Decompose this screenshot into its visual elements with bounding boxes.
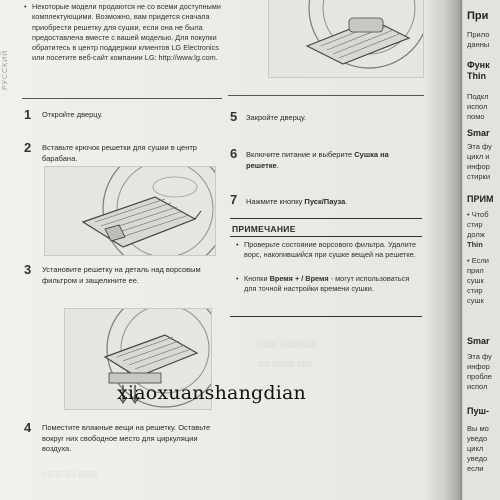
step-text-plain: Нажмите кнопку [246,197,305,206]
step-text: Поместите влажные вещи на решетку. Оставьте вокруг них свободное место для циркуляции воздуха. [42,423,211,453]
note-rule-top [230,218,422,219]
right-line: • Если [467,256,489,265]
note-item-text-bold: Время + / Время [269,274,329,283]
right-line: цикл [467,444,484,453]
right-line: Подкл [467,92,489,101]
watermark-text: xiaoxuanshangdian [117,382,306,404]
note-item [236,274,420,294]
right-line: испол [467,102,488,111]
note-item-text-after: - могут использоваться для точной настройки времени сушки. [244,274,410,294]
right-line: долж [467,230,485,239]
bullet-dot: • [236,274,239,283]
step-text-bold: Пуск/Пауза [304,197,346,206]
note-item-text: Проверьте состояние ворсового фильтра. Удалите ворс, накопившийся при сушке вещей на решетке. [244,240,416,260]
step-text [246,150,422,171]
right-line: сушк [467,296,484,305]
right-line: данны [467,40,490,49]
step-number: 5 [230,109,238,124]
middle-column [228,0,424,500]
right-line: Smar [467,336,490,346]
intro-bullet [24,2,222,64]
right-line: ПРИМ [467,194,494,204]
note-title: ПРИМЕЧАНИЕ [232,224,296,234]
step-text-end: . [276,160,279,170]
bullet-dot: • [24,2,27,11]
right-line: Эта фу [467,142,492,151]
right-line: • Чтоб [467,210,489,219]
right-line: Прило [467,30,490,39]
step-text-bold: Сушка на решетке [246,150,389,170]
step-text: Установите решетку на деталь над ворсовым фильтром и защелкните ее. [42,265,201,285]
right-line: Smar [467,128,490,138]
right-line: стирки [467,172,491,181]
right-line: помо [467,112,485,121]
section-rule [22,98,222,99]
illustration-rack-top [268,0,424,78]
rack-top-drawing [269,0,424,78]
step-number: 7 [230,192,238,207]
washer-drum-drawing [45,167,216,256]
step-text: Закройте дверцу. [246,113,307,122]
right-line: уведо [467,454,488,463]
note-title-underline [230,236,422,237]
step-text: Вставьте крючок решетки для сушки в центр барабана. [42,143,197,163]
side-language-tab: РУССКИЙ [2,49,9,90]
right-line: стир [467,220,483,229]
right-line: прил [467,266,484,275]
note-item [236,240,420,260]
bleed-through-text: ▯ ▯▯▯▯ ▯▯▯ ▯▯▯▯▯ [42,471,98,478]
right-line: инфор [467,162,490,171]
bleed-through-text: ▯▯▯ ▯▯▯▯▯▯ ▯▯▯▯ [258,361,312,368]
section-rule [228,95,424,96]
right-line: Пуш- [467,406,489,416]
right-line: При [467,10,489,22]
intro-bullet-text: Некоторые модели продаются не со всеми доступными комплектующими. Возможно, вам придется сначала приобрести решетку для сушки, если она не была предоставлена вместе с вашей моделью. Для покупки обратитесь в центр поддержки клиентов LG Electronics или посетите веб-сайт компании LG: http://www.lg.com. [32,2,221,63]
page-gutter-shadow [424,0,462,500]
step-text [246,197,422,208]
bullet-dot: • [236,240,239,249]
step-number: 3 [24,262,32,277]
illustration-drum-hook [44,166,216,256]
step-number: 6 [230,146,238,161]
bleed-through-text: ▯▯▯▯▯ ▯▯ ▯▯▯▯▯▯▯ [258,341,316,348]
left-column [22,0,222,500]
right-line: если [467,464,484,473]
step-text: Откройте дверцу. [42,110,103,119]
right-line: Эта фу [467,352,492,361]
right-line: пробле [467,372,492,381]
right-column-cut [462,0,500,500]
right-line: инфор [467,362,490,371]
step-text-plain: Включите питание и выберите [246,150,355,159]
right-line: Thin [467,240,483,249]
right-line: уведо [467,434,488,443]
right-line: Thin [467,71,486,81]
step-number: 2 [24,140,32,155]
right-line: Вы мо [467,424,489,433]
right-line: испол [467,382,488,391]
note-rule-bottom [230,316,422,317]
step-number: 1 [24,107,32,122]
right-line: цикл и [467,152,490,161]
step-text-end: . [345,197,348,206]
right-line: стир [467,286,483,295]
note-item-text-before: Кнопки [244,274,270,283]
right-line: Функ [467,60,490,70]
step-number: 4 [24,420,32,435]
right-line: сушк [467,276,484,285]
